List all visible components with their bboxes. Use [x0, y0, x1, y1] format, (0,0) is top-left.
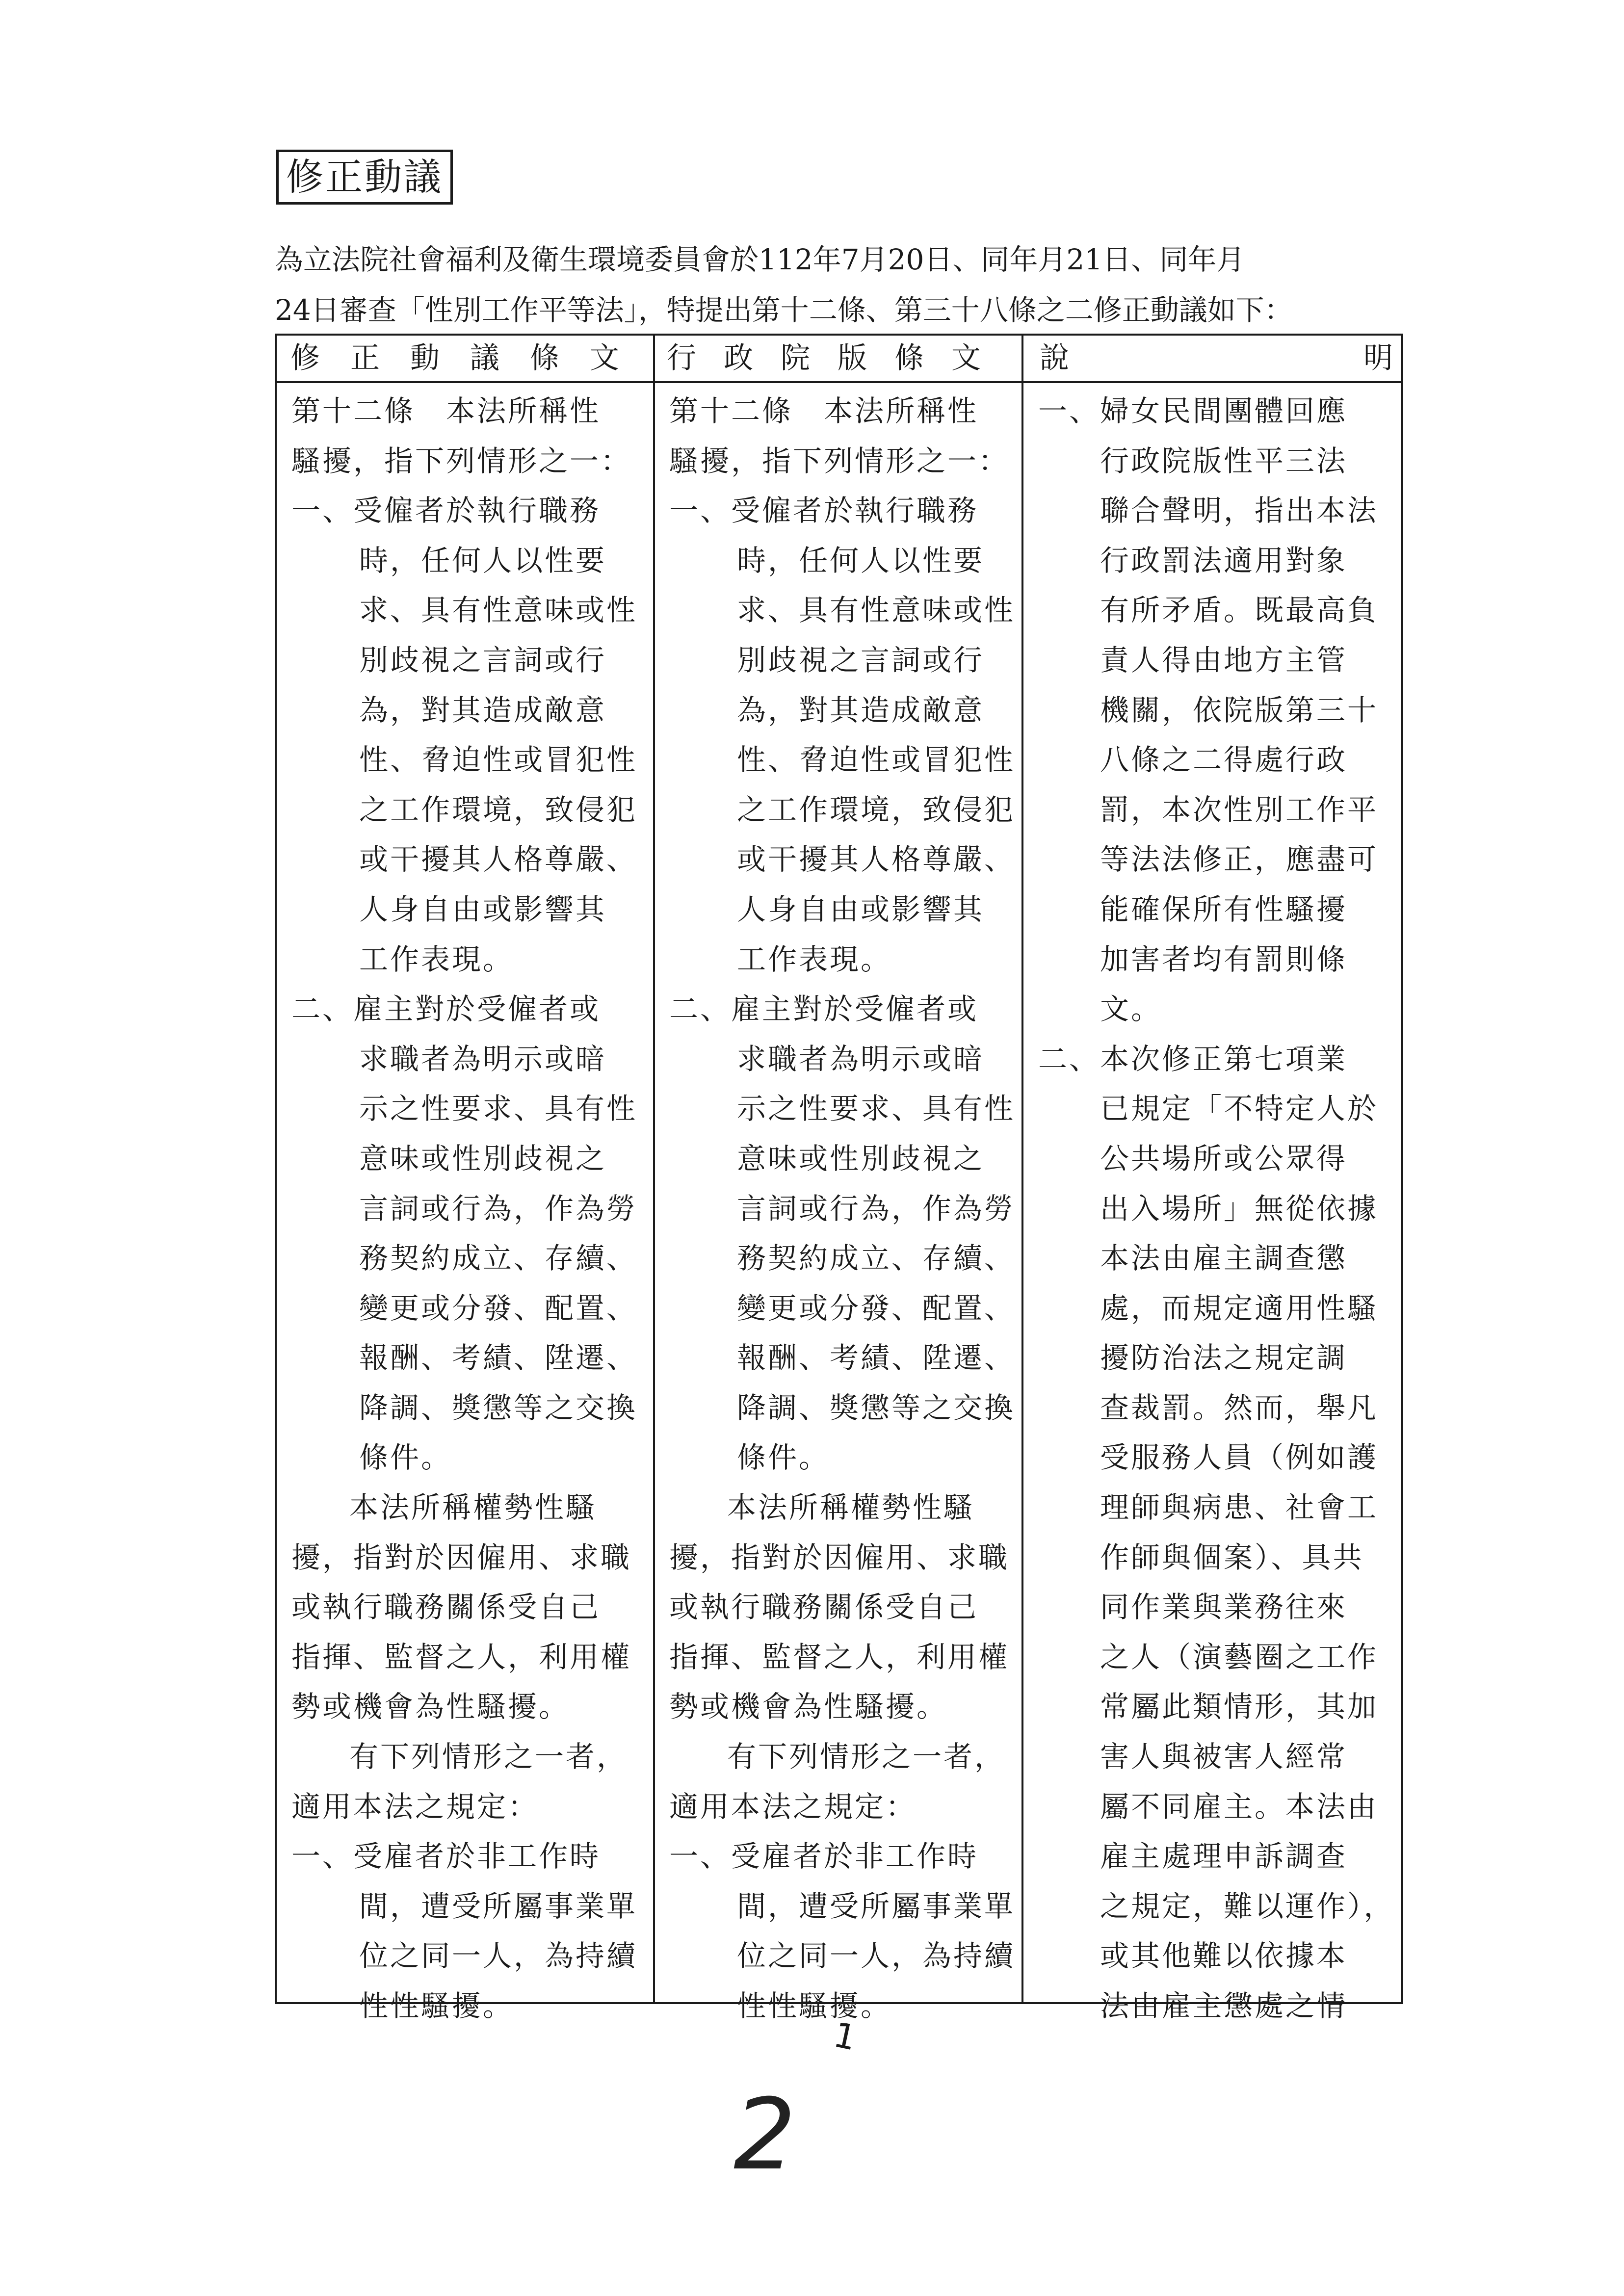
text-line: 之人（演藝圈之工作: [1100, 1640, 1379, 1674]
text-line: 能確保所有性騷擾: [1100, 892, 1348, 926]
text-line: 為，對其造成敵意: [737, 693, 985, 727]
text-line: 機關，依院版第三十: [1100, 693, 1379, 727]
text-line: 別歧視之言詞或行: [737, 643, 985, 677]
text-line: 雇主處理申訴調查: [1100, 1839, 1348, 1874]
text-line: 位之同一人，為持續: [737, 1939, 1016, 1973]
text-line: 第十二條 本法所稱性: [291, 394, 601, 428]
text-line: 已規定「不特定人於: [1100, 1092, 1379, 1126]
comparison-table: [275, 334, 1403, 2023]
document-title: 修正動議: [276, 150, 453, 205]
column-divider: [1022, 336, 1023, 2002]
text-line: 罰，本次性別工作平: [1100, 792, 1379, 827]
column-divider: [653, 336, 655, 2002]
text-line: 公共場所或公眾得: [1100, 1141, 1348, 1175]
text-line: 降調、獎懲等之交換: [737, 1390, 1016, 1425]
text-line: 聯合聲明，指出本法: [1100, 494, 1379, 528]
text-line: 擾，指對於因僱用、求職: [291, 1540, 632, 1574]
text-line: 務契約成立、存續、: [737, 1241, 1016, 1276]
page-number: 2: [733, 2078, 796, 2192]
header-explanation-right: 明: [1363, 341, 1393, 375]
text-line: 害人與被害人經常: [1100, 1740, 1348, 1774]
text-line: 處，而規定適用性騷: [1100, 1291, 1379, 1325]
text-line: 屬不同雇主。本法由: [1100, 1789, 1379, 1824]
text-line: 八條之二得處行政: [1100, 743, 1348, 777]
executive-yuan-column: [669, 386, 1016, 2031]
text-line: 查裁罰。然而，舉凡: [1100, 1390, 1379, 1425]
text-line: 為，對其造成敵意: [359, 693, 607, 727]
header-divider: [277, 381, 1401, 383]
text-line: 或干擾其人格尊嚴、: [359, 842, 638, 877]
intro-line: 24日審查「性別工作平等法」，特提出第十二條、第三十八條之二修正動議如下：: [275, 293, 1293, 327]
text-line: 同作業與業務往來: [1100, 1590, 1348, 1624]
text-line: 指揮、監督之人，利用權: [669, 1640, 1010, 1674]
text-line: 法由雇主懲處之情: [1100, 1989, 1348, 2023]
text-line: 加害者均有罰則條: [1100, 942, 1348, 976]
text-line: 有下列情形之一者，: [727, 1740, 1006, 1774]
intro-line: 為立法院社會福利及衛生環境委員會於112年7月20日、同年月21日、同年月: [275, 243, 1245, 276]
text-line: 條件。: [359, 1440, 452, 1475]
text-line: 一、受僱者於執行職務: [669, 494, 979, 528]
text-line: 二、雇主對於受僱者或: [291, 992, 601, 1026]
text-line: 本法所稱權勢性騷: [727, 1490, 975, 1525]
text-line: 之規定，難以運作），: [1100, 1889, 1395, 1923]
text-line: 性、脅迫性或冒犯性: [359, 743, 638, 777]
intro-paragraph: [275, 235, 1418, 336]
text-line: 一、受雇者於非工作時: [669, 1839, 979, 1874]
text-line: 第十二條 本法所稱性: [669, 394, 979, 428]
text-line: 務契約成立、存續、: [359, 1241, 638, 1276]
text-line: 常屬此類情形，其加: [1100, 1690, 1379, 1724]
text-line: 勢或機會為性騷擾。: [291, 1690, 570, 1724]
text-line: 求、具有性意味或性: [359, 593, 638, 627]
text-line: 言詞或行為，作為勞: [359, 1191, 638, 1226]
text-line: 二、雇主對於受僱者或: [669, 992, 979, 1026]
text-line: 或干擾其人格尊嚴、: [737, 842, 1016, 877]
header-explanation: [1035, 336, 1398, 381]
text-line: 報酬、考績、陞遷、: [359, 1341, 638, 1375]
handwritten-mark: 1: [830, 2014, 860, 2059]
text-line: 性、脅迫性或冒犯性: [737, 743, 1016, 777]
text-line: 作師與個案）、具共: [1100, 1540, 1364, 1574]
text-line: 本法由雇主調查懲: [1100, 1241, 1348, 1276]
header-amendment-text: 修正動議條文: [290, 341, 650, 375]
text-line: 或執行職務關係受自己: [669, 1590, 979, 1624]
text-line: 意味或性別歧視之: [737, 1141, 985, 1175]
text-line: 性性騷擾。: [737, 1989, 892, 2023]
text-line: 勢或機會為性騷擾。: [669, 1690, 948, 1724]
text-line: 有下列情形之一者，: [349, 1740, 628, 1774]
text-line: 求職者為明示或暗: [359, 1042, 607, 1076]
text-line: 工作表現。: [359, 942, 514, 976]
text-line: 行政院版性平三法: [1100, 444, 1348, 478]
text-line: 言詞或行為，作為勞: [737, 1191, 1016, 1226]
text-line: 時，任何人以性要: [737, 543, 985, 577]
text-line: 本法所稱權勢性騷: [349, 1490, 597, 1525]
text-line: 示之性要求、具有性: [737, 1092, 1016, 1126]
text-line: 求、具有性意味或性: [737, 593, 1016, 627]
text-line: 間，遭受所屬事業單: [359, 1889, 638, 1923]
text-line: 擾防治法之規定調: [1100, 1341, 1348, 1375]
text-line: 間，遭受所屬事業單: [737, 1889, 1016, 1923]
text-line: 時，任何人以性要: [359, 543, 607, 577]
text-line: 位之同一人，為持續: [359, 1939, 638, 1973]
text-line: 或執行職務關係受自己: [291, 1590, 601, 1624]
text-line: 條件。: [737, 1440, 830, 1475]
explanation-column: [1032, 386, 1395, 2031]
text-line: 一、受雇者於非工作時: [291, 1839, 601, 1874]
text-line: 一、婦女民間團體回應: [1038, 394, 1348, 428]
header-executive-yuan-text: 行政院版條文: [667, 341, 1008, 375]
text-line: 二、本次修正第七項業: [1038, 1042, 1348, 1076]
text-line: 有所矛盾。既最高負: [1100, 593, 1379, 627]
text-line: 指揮、監督之人，利用權: [291, 1640, 632, 1674]
text-line: 文。: [1100, 992, 1162, 1026]
text-line: 性性騷擾。: [359, 1989, 514, 2023]
header-explanation-left: 說: [1040, 341, 1069, 375]
text-line: 別歧視之言詞或行: [359, 643, 607, 677]
text-line: 騷擾，指下列情形之一：: [669, 444, 1010, 478]
text-line: 出入場所」無從依據: [1100, 1191, 1379, 1226]
text-line: 報酬、考績、陞遷、: [737, 1341, 1016, 1375]
text-line: 降調、獎懲等之交換: [359, 1390, 638, 1425]
text-line: 騷擾，指下列情形之一：: [291, 444, 632, 478]
text-line: 變更或分發、配置、: [737, 1291, 1016, 1325]
text-line: 受服務人員（例如護: [1100, 1440, 1379, 1475]
text-line: 之工作環境，致侵犯: [737, 792, 1016, 827]
text-line: 適用本法之規定：: [291, 1789, 539, 1824]
text-line: 擾，指對於因僱用、求職: [669, 1540, 1010, 1574]
text-line: 或其他難以依據本: [1100, 1939, 1348, 1973]
text-line: 意味或性別歧視之: [359, 1141, 607, 1175]
text-line: 等法法修正，應盡可: [1100, 842, 1379, 877]
text-line: 行政罰法適用對象: [1100, 543, 1348, 577]
text-line: 人身自由或影響其: [359, 892, 607, 926]
text-line: 理師與病患、社會工: [1100, 1490, 1379, 1525]
text-line: 之工作環境，致侵犯: [359, 792, 638, 827]
text-line: 責人得由地方主管: [1100, 643, 1348, 677]
text-line: 適用本法之規定：: [669, 1789, 917, 1824]
text-line: 示之性要求、具有性: [359, 1092, 638, 1126]
text-line: 一、受僱者於執行職務: [291, 494, 601, 528]
text-line: 變更或分發、配置、: [359, 1291, 638, 1325]
text-line: 人身自由或影響其: [737, 892, 985, 926]
text-line: 求職者為明示或暗: [737, 1042, 985, 1076]
text-line: 工作表現。: [737, 942, 892, 976]
amendment-column: [291, 386, 645, 2031]
